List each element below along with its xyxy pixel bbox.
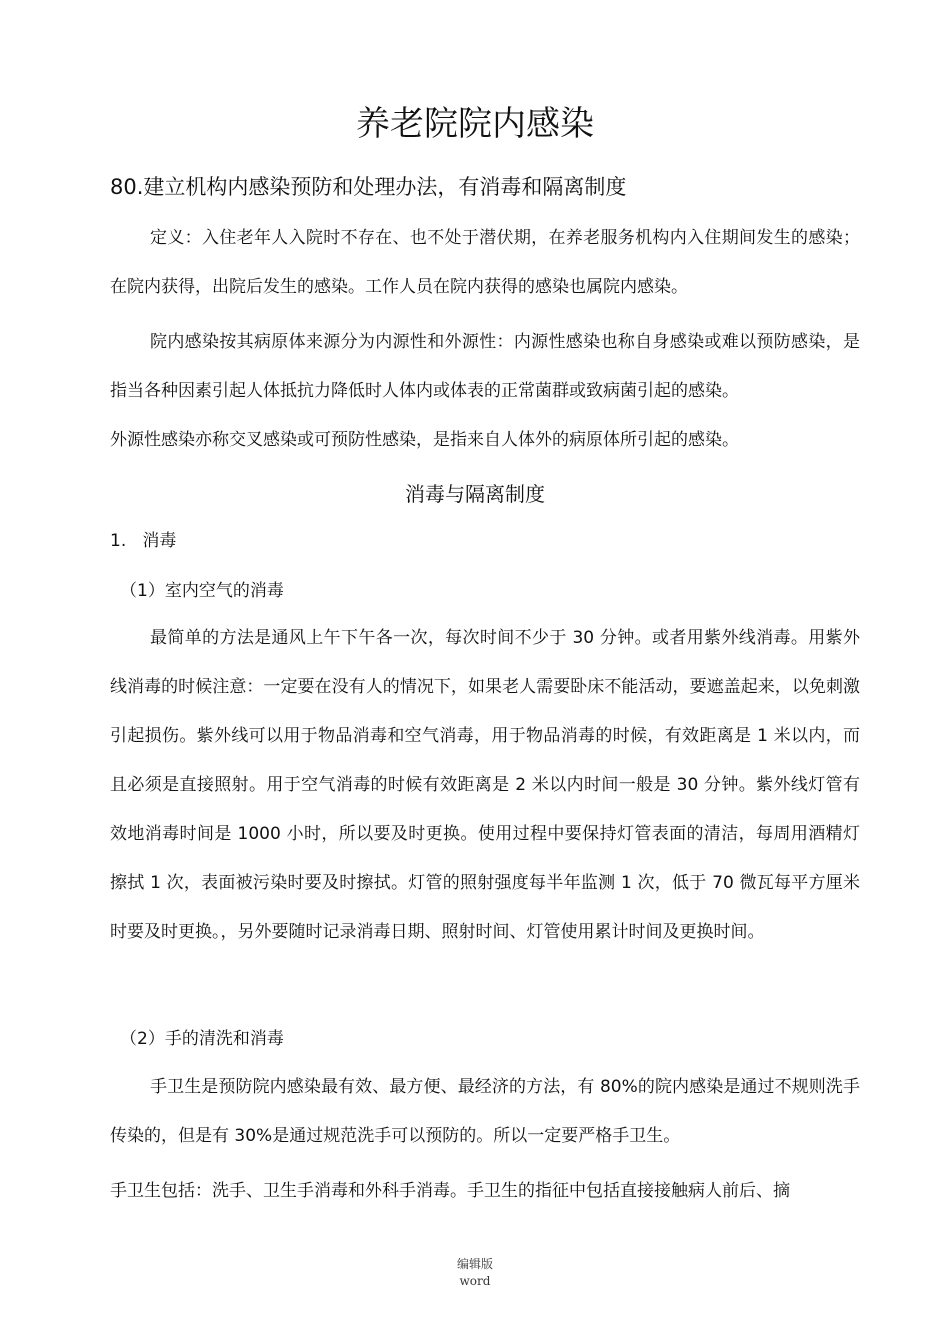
exogenous-paragraph: 外源性感染亦称交叉感染或可预防性感染，是指来自人体外的病原体所引起的感染。 — [110, 430, 739, 450]
hand-hygiene-intro-paragraph: 手卫生是预防院内感染最有效、最方便、最经济的方法，有 80%的院内感染是通过不规则洗手传染的，但是有 30%是通过规范洗手可以预防的。所以一定要严格手卫生。 — [110, 1077, 860, 1146]
air-disinfection-paragraph: 最简单的方法是通风上午下午各一次，每次时间不少于 30 分钟。或者用紫外线消毒。用紫外线消毒的时候注意：一定要在没有人的情况下，如果老人需要卧床不能活动，要遮盖起来，以免刺激引起损伤。紫外线可以用于物品消毒和空气消毒，用于物品消毒的时候，有效距离是 1 米以内，而且必须是直接照射。用于空气消毒的时候有效距离是 2 米以内时间一般是 30 分钟。紫外线灯管有效地消毒时间是 1000 小时，所以要及时更换。使用过程中要保持灯管表面的清洁，每周用酒精灯擦拭 1 次，表面被污染时要及时擦拭。灯管的照射强度每半年监测 1 次，低于 70 微瓦每平方厘米时要及时更换。，另外要随时记录消毒日期、照射时间、灯管使用累计时间及更换时间。 — [110, 628, 860, 942]
section-heading: 80.建立机构内感染预防和处理办法，有消毒和隔离制度 — [110, 175, 627, 199]
list-item-hand-hygiene: （2）手的清洗和消毒 — [120, 1029, 284, 1049]
list-item-air-disinfection: （1）室内空气的消毒 — [120, 581, 284, 601]
document-title: 养老院院内感染 — [356, 104, 594, 144]
subtitle: 消毒与隔离制度 — [405, 482, 545, 506]
footer-edition-label: 编辑版 — [456, 1257, 493, 1271]
list-item-disinfection: 1. 消毒 — [110, 531, 177, 551]
definition-paragraph: 定义：入住老年人入院时不存在、也不处于潜伏期，在养老服务机构内入住期间发生的感染；在院内获得，出院后发生的感染。工作人员在院内获得的感染也属院内感染。 — [110, 228, 860, 297]
source-paragraph: 院内感染按其病原体来源分为内源性和外源性：内源性感染也称自身感染或难以预防感染，是指当各种因素引起人体抵抗力降低时人体内或体表的正常菌群或致病菌引起的感染。 — [110, 332, 860, 401]
footer-word-label: word — [459, 1274, 491, 1288]
hand-hygiene-types-paragraph: 手卫生包括：洗手、卫生手消毒和外科手消毒。手卫生的指征中包括直接接触病人前后、摘 — [110, 1181, 790, 1201]
